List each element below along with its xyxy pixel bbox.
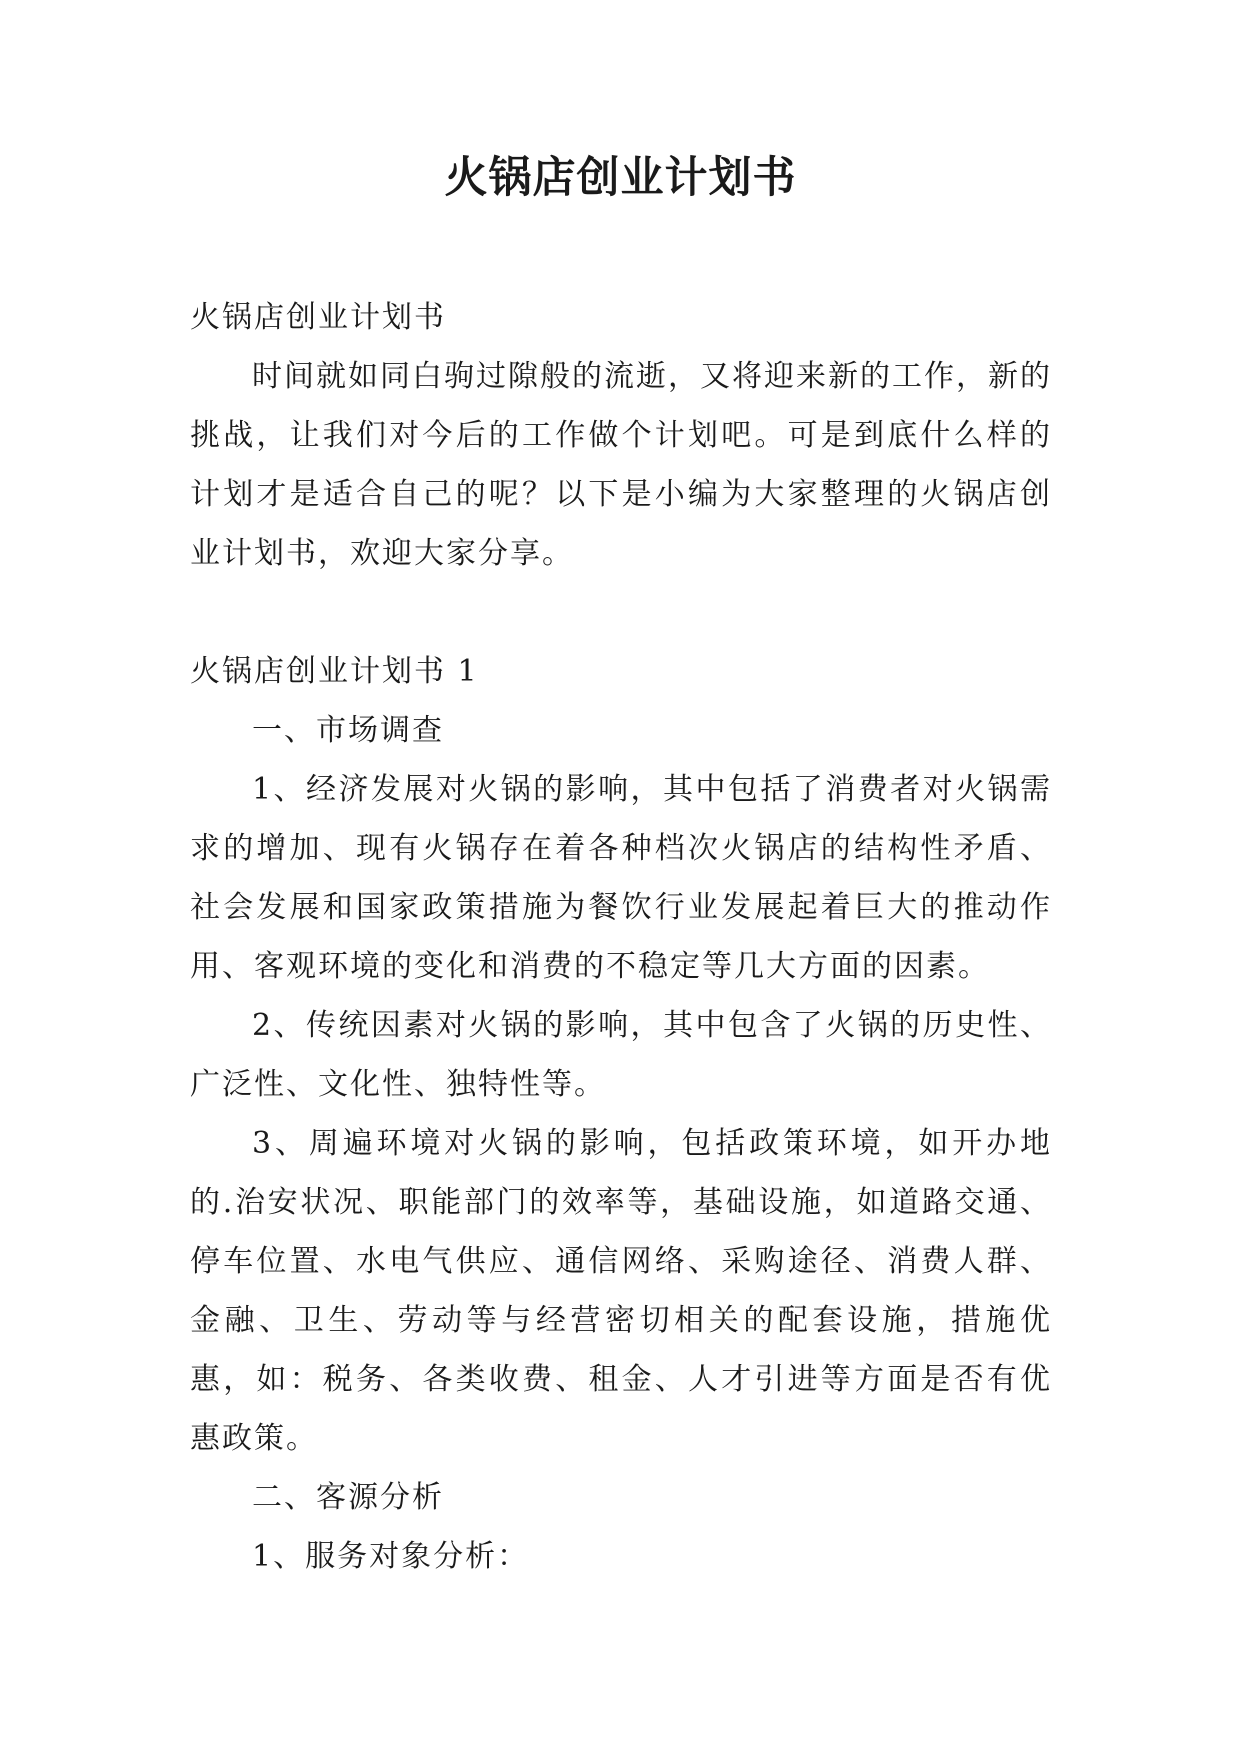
- document-title: 火锅店创业计划书: [444, 153, 797, 203]
- intro-paragraph: 时间就如同白驹过隙般的流逝，又将迎来新的工作，新的挑战，让我们对今后的工作做个计划吧。可是到底什么样的计划才是适合自己的呢？以下是小编为大家整理的火锅店创业计划书，欢迎大家分享。: [190, 359, 1052, 571]
- section-heading: 火锅店创业计划书 1: [190, 654, 479, 689]
- part1-item3: 3、周遍环境对火锅的影响，包括政策环境，如开办地的.治安状况、职能部门的效率等，基础设施，如道路交通、停车位置、水电气供应、通信网络、采购途径、消费人群、金融、卫生、劳动等与经营密切相关的配套设施，措施优惠，如：税务、各类收费、租金、人才引进等方面是否有优惠政策。: [190, 1126, 1052, 1456]
- part2-heading: 二、客源分析: [252, 1480, 444, 1515]
- part2-item1: 1、服务对象分析：: [252, 1539, 530, 1574]
- part1-item2: 2、传统因素对火锅的影响，其中包含了火锅的历史性、广泛性、文化性、独特性等。: [190, 1008, 1052, 1102]
- part1-item1: 1、经济发展对火锅的影响，其中包括了消费者对火锅需求的增加、现有火锅存在着各种档次火锅店的结构性矛盾、社会发展和国家政策措施为餐饮行业发展起着巨大的推动作用、客观环境的变化和消费的不稳定等几大方面的因素。: [190, 772, 1052, 984]
- spacer: [190, 583, 1052, 642]
- document-body: [190, 288, 1052, 1586]
- subtitle: 火锅店创业计划书: [190, 300, 446, 335]
- part1-heading: 一、市场调查: [252, 713, 444, 748]
